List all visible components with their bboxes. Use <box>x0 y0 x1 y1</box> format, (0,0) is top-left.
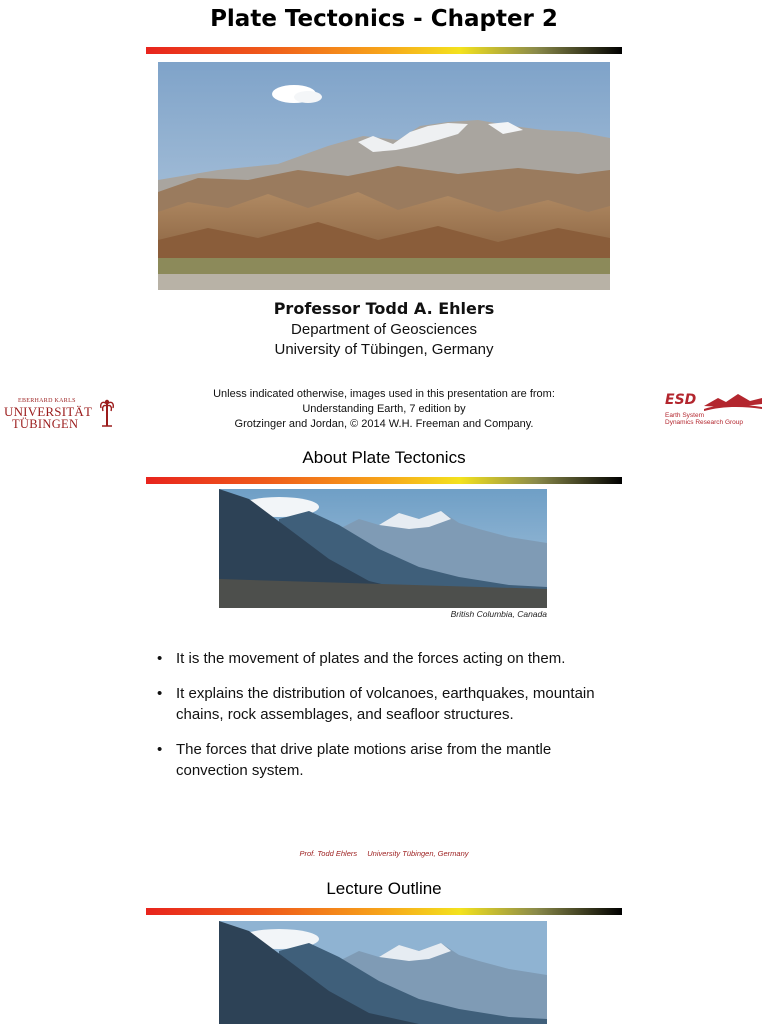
bullet-dot-icon: • <box>157 741 163 758</box>
university-tuebingen-logo <box>4 398 120 432</box>
esd-acronym: ESD <box>665 392 697 408</box>
image-credit <box>184 387 584 432</box>
credit-line: Unless indicated otherwise, images used in this presentation are from: <box>213 388 555 400</box>
esd-subtitle-line: Earth System <box>665 412 705 419</box>
bullet-list <box>156 648 616 795</box>
bullet-text: It explains the distribution of volcanoes, earthquakes, mountain chains, rock assemblages, and seafloor structures. <box>176 685 595 723</box>
section-gradient-bar <box>146 908 622 915</box>
footer-name: Prof. Todd Ehlers <box>299 849 358 858</box>
professor-name: Professor Todd A. Ehlers <box>273 299 495 318</box>
bullet-dot-icon: • <box>157 650 163 667</box>
british-columbia-photo <box>219 489 547 608</box>
logo-text-city: TÜBINGEN <box>12 417 79 431</box>
footer-affiliation: University Tübingen, Germany <box>367 849 469 858</box>
photo-caption: British Columbia, Canada <box>450 609 547 619</box>
university-name: University of Tübingen, Germany <box>274 341 494 358</box>
bullet-item <box>156 739 616 781</box>
logo-text-big: UNIVERSITÄT <box>4 404 93 419</box>
department-name: Department of Geosciences <box>291 321 477 338</box>
logo-text-small: EBERHARD KARLS <box>18 398 76 404</box>
slide3-title: Lecture Outline <box>326 879 442 898</box>
title-gradient-bar <box>146 47 622 54</box>
lecture-outline-photo <box>219 921 547 1024</box>
professor-block <box>0 298 768 360</box>
mountain-range-photo <box>158 62 610 290</box>
esd-logo <box>664 392 764 430</box>
section-gradient-bar <box>146 477 622 484</box>
bullet-item <box>156 648 616 669</box>
credit-line: Grotzinger and Jordan, © 2014 W.H. Freeman and Company. <box>234 418 534 430</box>
mountain-logo-icon <box>704 392 762 414</box>
bullet-text: The forces that drive plate motions arise from the mantle convection system. <box>176 741 552 779</box>
esd-subtitle <box>665 412 743 426</box>
slide1-title: Plate Tectonics - Chapter 2 <box>210 6 558 32</box>
bullet-dot-icon: • <box>157 685 163 702</box>
esd-subtitle-line: Dynamics Research Group <box>665 419 744 426</box>
slide-footer <box>0 849 768 858</box>
credit-line: Understanding Earth, 7 edition by <box>302 403 466 415</box>
palm-tree-icon <box>98 398 116 428</box>
slide2-title: About Plate Tectonics <box>302 448 466 467</box>
bullet-text: It is the movement of plates and the forces acting on them. <box>176 650 566 667</box>
bullet-item <box>156 683 616 725</box>
